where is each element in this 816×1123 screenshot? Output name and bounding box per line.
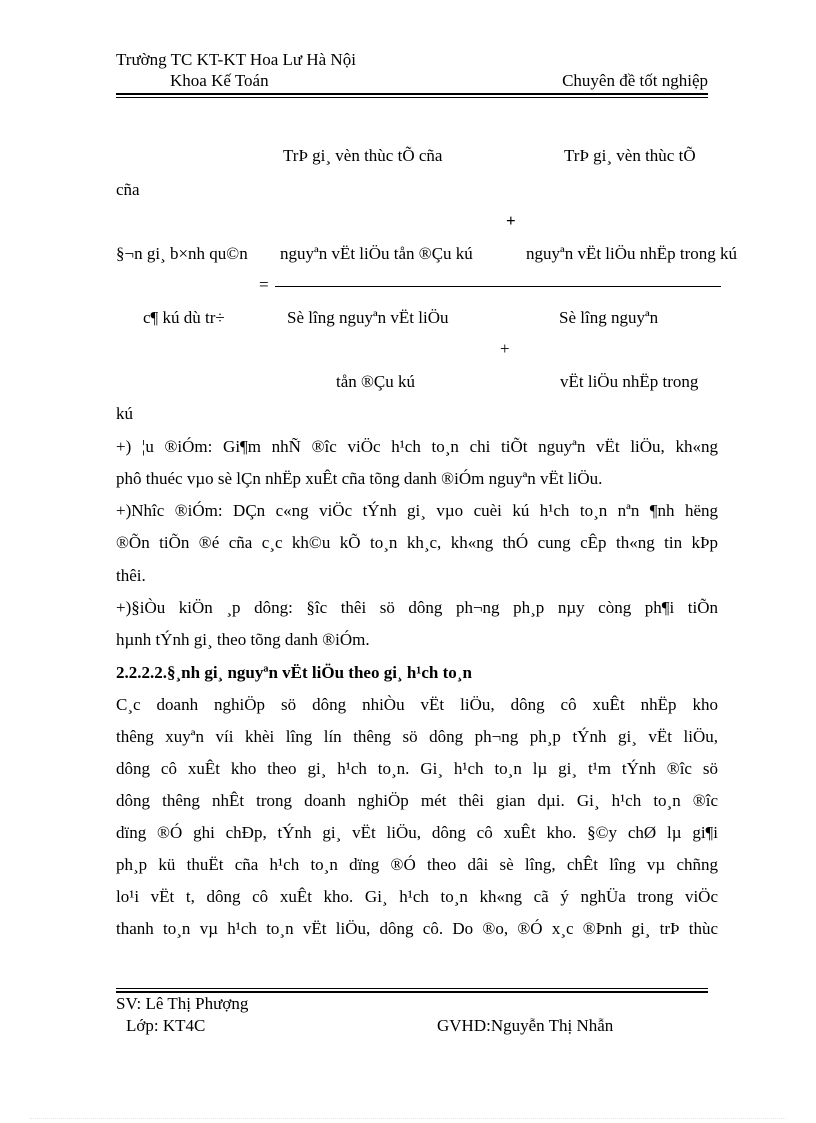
plus-sign: + [506, 211, 516, 230]
student-name: SV: Lê Thị Phượng [116, 994, 249, 1013]
paragraph-line: lo¹i vËt t, dông cô xuÊt kho. Gi¸ h¹ch to¸n kh«ng cã ý nghÜa trong viÖc [116, 887, 718, 906]
formula-numerator-right: nguyªn vËt liÖu nhËp trong kú [526, 244, 738, 263]
header-rule-thick [116, 93, 708, 95]
formula-label-avg-price: §¬n gi¸ b×nh qu©n [116, 244, 248, 263]
school-name: Trường TC KT-KT Hoa Lư Hà Nội [116, 50, 356, 69]
fraction-bar [275, 286, 721, 287]
formula-row1-wrap: cña [116, 180, 140, 199]
page-bottom-divider [30, 1118, 786, 1119]
paragraph-line: dïng ®Ó ghi chÐp, tÝnh gi¸ vËt liÖu, dông cô xuÊt kho. §©y chØ lµ gi¶i [116, 823, 718, 842]
formula-row1-left: TrÞ gi¸ vèn thùc tÕ cña [283, 146, 443, 165]
advisor-name: GVHD:Nguyễn Thị Nhẫn [437, 1016, 614, 1035]
plus-sign: + [500, 339, 510, 358]
paragraph-line: thanh to¸n vµ h¹ch to¸n vËt liÖu, dông cô. Do ®o, ®Ó x¸c ®Þnh gi¸ trÞ thùc [116, 919, 718, 938]
formula-label-period: c¶ kú dù tr÷ [143, 308, 225, 327]
formula-denominator-right: Sè lîng nguyªn [559, 308, 659, 327]
conditions-line-2: hµnh tÝnh gi¸ theo tõng danh ®iÓm. [116, 630, 370, 649]
paragraph-line: dông thêng nhÊt trong doanh nghiÖp mét thêi gian dµi. Gi¸ h¹ch to¸n ®îc [116, 791, 718, 810]
conditions-line-1: +)§iÒu kiÖn ¸p dông: §îc thêi sö dông ph¬ng ph¸p nµy còng ph¶i tiÕn [116, 598, 718, 617]
formula-denominator-left-cont: tån ®Çu kú [336, 372, 416, 391]
disadvantages-line-2: ®Õn tiÕn ®é cña c¸c kh©u kÕ to¸n kh¸c, kh«ng thÓ cung cÊp th«ng tin kÞp [116, 533, 718, 552]
document-type: Chuyên đề tốt nghiệp [562, 71, 708, 90]
disadvantages-line-1: +)Nhîc ®iÓm: DÇn c«ng viÖc tÝnh gi¸ vµo cuèi kú h¹ch to¸n nªn ¶nh hëng [116, 501, 718, 520]
paragraph-line: thêng xuyªn víi khèi lîng lín thêng sö dông ph¬ng ph¸p tÝnh gi¸ vËt liÖu, [116, 727, 718, 746]
header-rule-thin [116, 97, 708, 98]
paragraph-line: C¸c doanh nghiÖp sö dông nhiÒu vËt liÖu, dông cô xuÊt nhËp kho [116, 695, 718, 714]
advantages-line-2: phô thuéc vµo sè lÇn nhËp xuÊt cña tõng danh ®iÓm nguyªn vËt liÖu. [116, 469, 603, 488]
advantages-line-1: +) ¦u ®iÓm: Gi¶m nhÑ ®îc viÖc h¹ch to¸n chi tiÕt nguyªn vËt liÖu, kh«ng [116, 437, 718, 456]
faculty-name: Khoa Kế Toán [170, 71, 269, 90]
formula-row4-wrap: kú [116, 404, 133, 423]
formula-numerator-left: nguyªn vËt liÖu tån ®Çu kú [280, 244, 473, 263]
disadvantages-line-3: thêi. [116, 566, 146, 585]
footer-rule-thin [116, 988, 708, 989]
formula-denominator-left: Sè lîng nguyªn vËt liÖu [287, 308, 449, 327]
paragraph-line: dông cô xuÊt kho theo gi¸ h¹ch to¸n. Gi¸ h¹ch to¸n lµ gi¸ t¹m tÝnh ®îc sö [116, 759, 718, 778]
section-heading: 2.2.2.2.§¸nh gi¸ nguyªn vËt liÖu theo gi¸ h¹ch to¸n [116, 663, 472, 682]
formula-denominator-right-cont: vËt liÖu nhËp trong [560, 372, 699, 391]
paragraph-line: ph¸p kü thuËt cña h¹ch to¸n dïng ®Ó theo dâi sè lîng, chÊt lîng vµ chñng [116, 855, 718, 874]
equals-sign: = [259, 275, 269, 294]
footer-rule-thick [116, 991, 708, 993]
formula-row1-right: TrÞ gi¸ vèn thùc tÕ [564, 146, 696, 165]
class-name: Lớp: KT4C [126, 1016, 206, 1035]
